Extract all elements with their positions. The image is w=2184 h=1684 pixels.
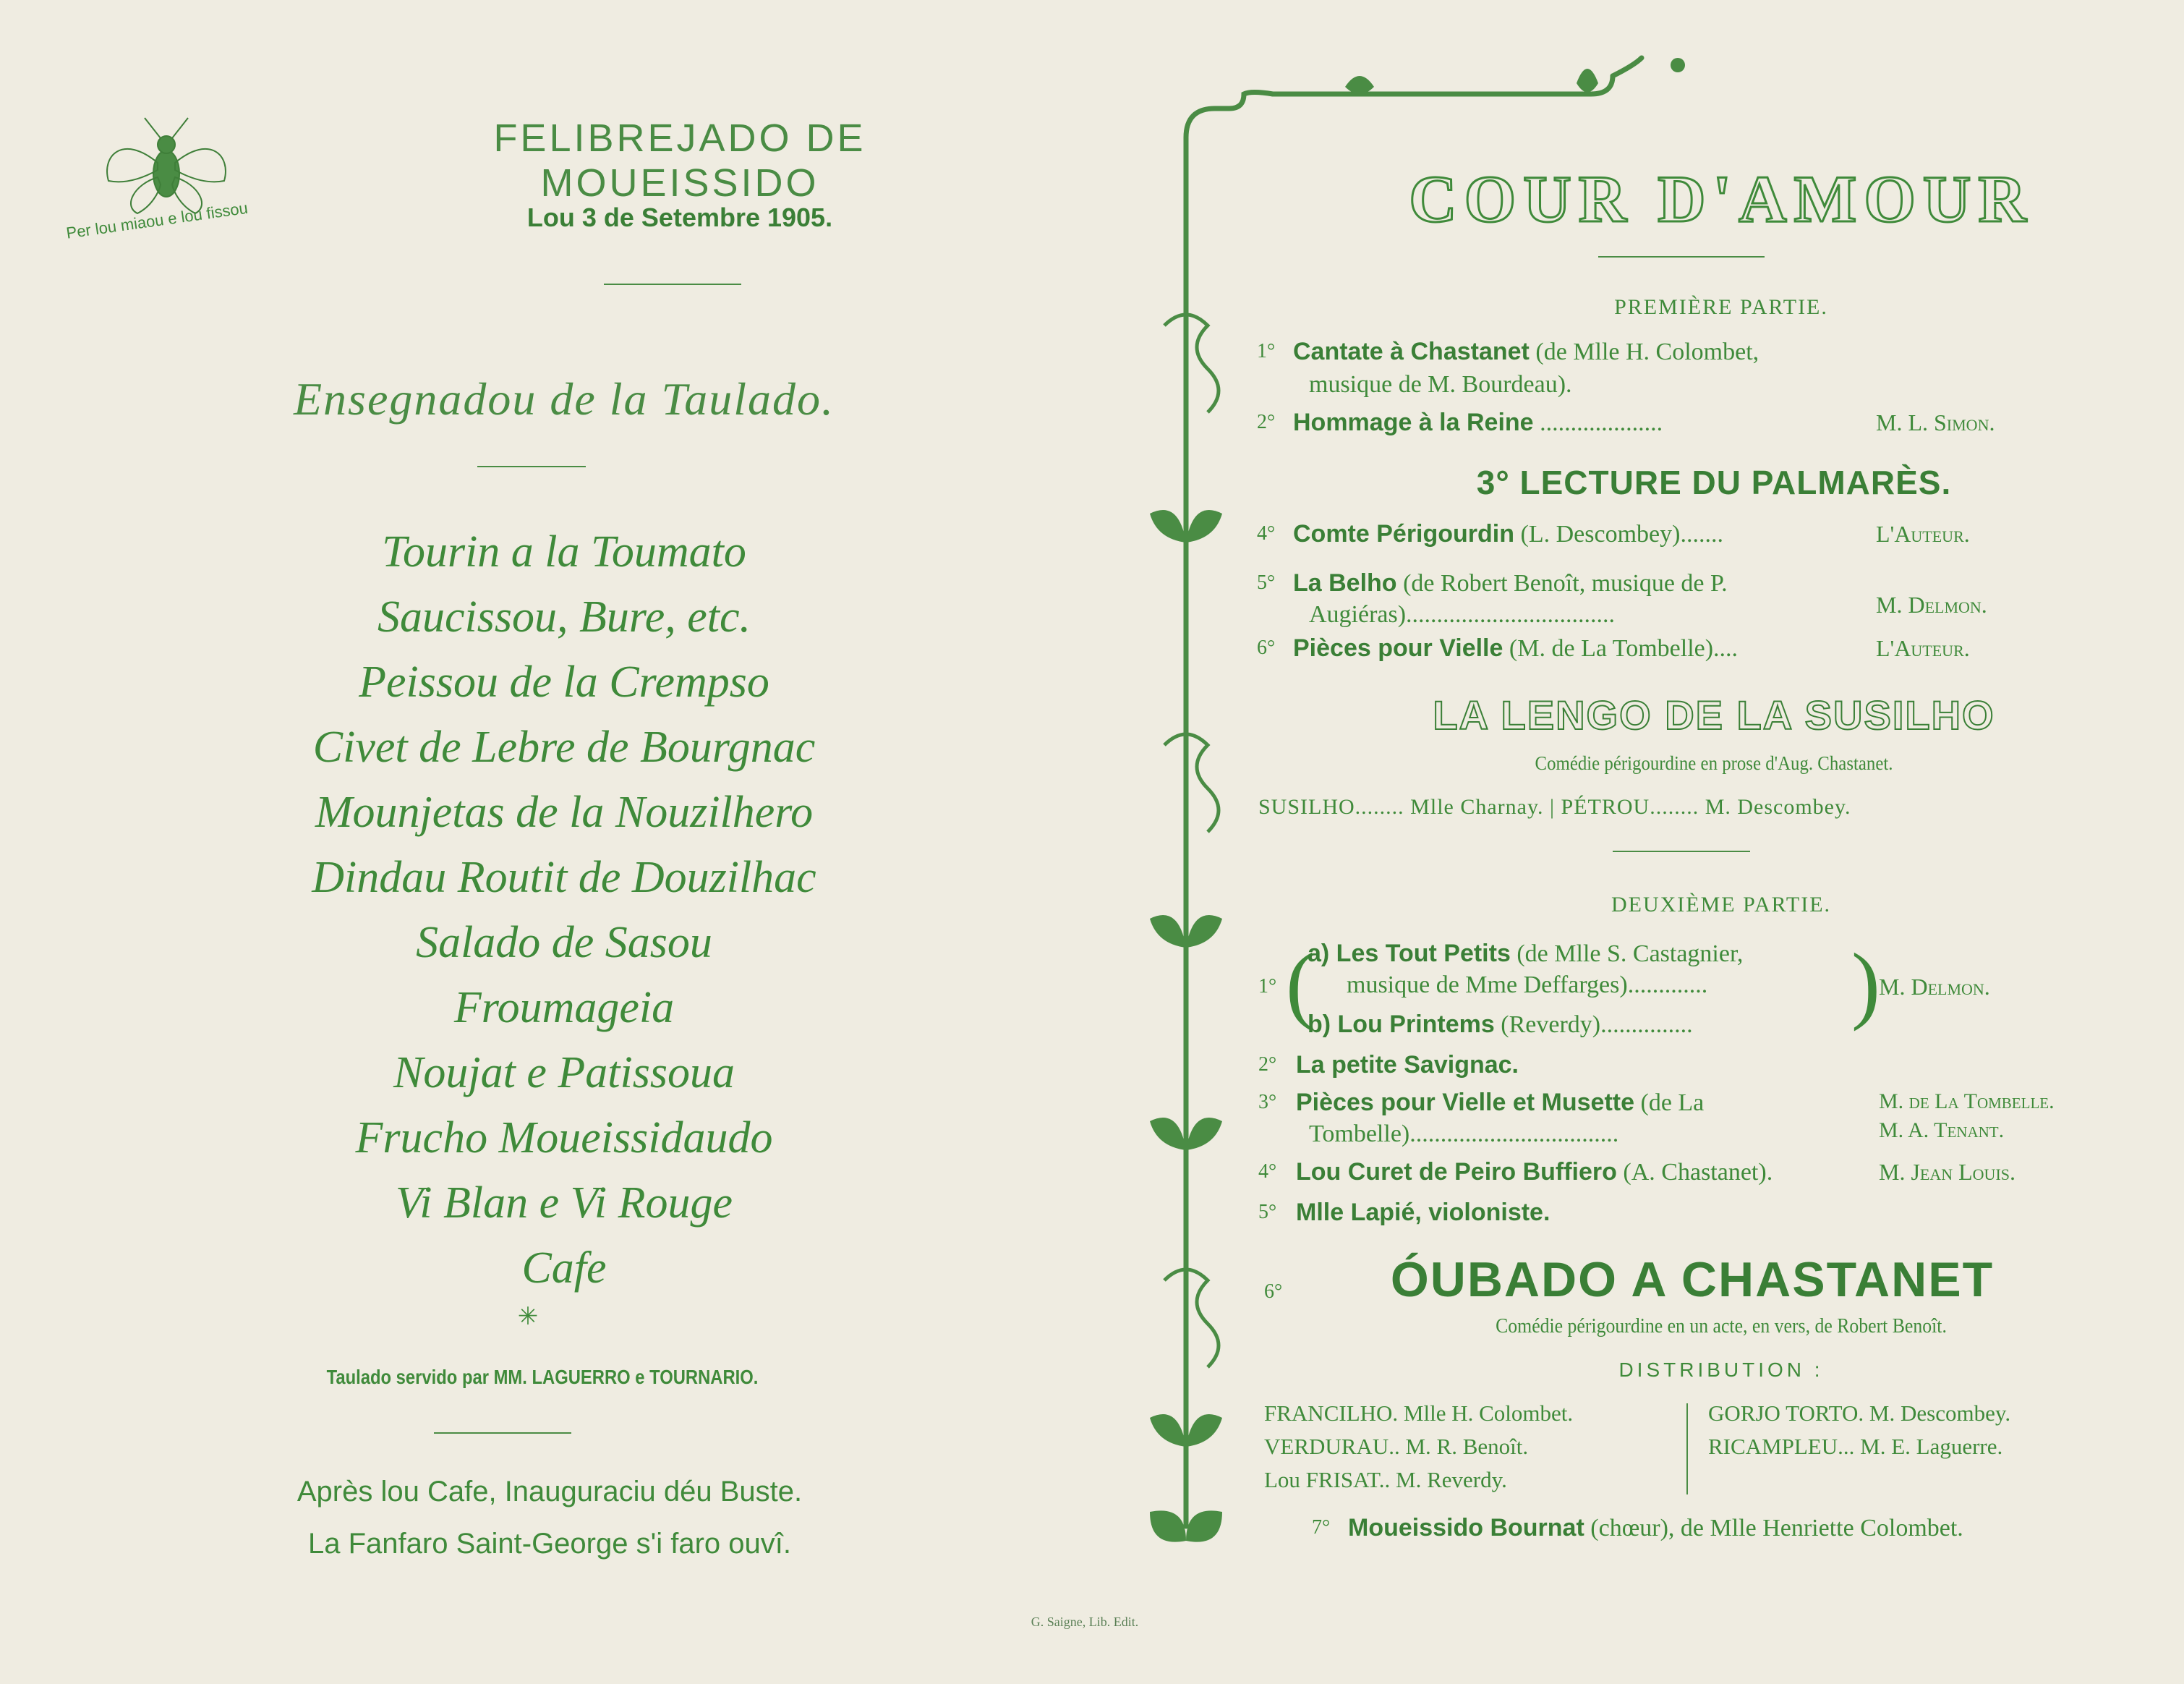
piece-credit: (de Robert Benoît, musique de P.	[1396, 570, 1728, 597]
service-note: Taulado servido par MM. LAGUERRO e TOURNARIO.	[326, 1366, 759, 1388]
menu-item: Saucissou, Bure, etc.	[377, 592, 751, 642]
performer: M. de La Tombelle.	[1879, 1089, 2055, 1113]
after-line-1: Après lou Cafe, Inauguraciu déu Buste.	[297, 1476, 803, 1507]
item-number: 1°	[1257, 340, 1276, 362]
piece-title: Hommage à la Reine	[1293, 409, 1534, 436]
performer: M. Delmon.	[1879, 974, 1990, 1000]
piece-title: La petite Savignac.	[1296, 1051, 1519, 1079]
menu-item: Cafe	[521, 1243, 607, 1293]
piece-title: b) Lou Printems	[1308, 1011, 1495, 1038]
performer: L'Auteur.	[1876, 521, 1970, 547]
menu-heading: Ensegnadou de la Taulado.	[293, 373, 835, 425]
item-number: 5°	[1258, 1201, 1277, 1223]
piece-title: Mlle Lapié, violoniste.	[1296, 1199, 1550, 1226]
item-number: 6°	[1264, 1280, 1283, 1303]
left-brace: (	[1286, 935, 1315, 1032]
piece-title: La Belho	[1293, 569, 1397, 597]
play2-title: ÓUBADO A CHASTANET	[1390, 1252, 1995, 1307]
play1-cast: SUSILHO........ Mlle Charnay. | PÉTROU........ M. Descombey.	[1258, 795, 1851, 819]
menu-item: Mounjetas de la Nouzilhero	[315, 788, 814, 837]
piece-credit: (A. Chastanet).	[1616, 1159, 1773, 1186]
item-number: 4°	[1258, 1160, 1277, 1183]
item-number: 5°	[1257, 571, 1276, 594]
play2-subtitle: Comédie périgourdine en un acte, en vers, de Robert Benoît.	[1496, 1315, 1947, 1338]
piece-title: a) Les Tout Petits	[1308, 940, 1511, 967]
piece-credit: (de Mlle S. Castagnier,	[1510, 940, 1744, 967]
play1-subtitle: Comédie périgourdine en prose d'Aug. Chastanet.	[1535, 752, 1893, 774]
piece-title: Lou Curet de Peiro Buffiero	[1296, 1158, 1617, 1186]
cast-entry: Lou FRISAT.. M. Reverdy.	[1264, 1467, 1507, 1492]
asterism-icon: ✳	[517, 1304, 539, 1330]
menu-item: Tourin a la Toumato	[382, 527, 746, 577]
item-number: 2°	[1258, 1053, 1277, 1076]
divider	[1598, 256, 1765, 258]
piece-credit: (L. Descombey).......	[1514, 521, 1723, 548]
item-number: 3°	[1258, 1091, 1277, 1113]
piece-credit: musique de M. Bourdeau).	[1309, 371, 1572, 398]
menu-item: Vi Blan e Vi Rouge	[396, 1178, 733, 1228]
piece-credit: (Reverdy)...............	[1494, 1011, 1693, 1038]
divider	[1613, 851, 1750, 852]
piece-title: Pièces pour Vielle et Musette	[1296, 1089, 1634, 1116]
right-brace: )	[1851, 935, 1880, 1032]
item-number: 2°	[1257, 411, 1276, 433]
piece-title: Moueissido Bournat	[1348, 1514, 1584, 1541]
menu-item: Froumageia	[453, 983, 675, 1032]
performer: M. A. Tenant.	[1879, 1118, 2005, 1142]
piece-title: Cantate à Chastanet	[1293, 338, 1530, 365]
org-title: FELIBREJADO DE MOUEISSIDO	[493, 116, 866, 205]
item-number: 6°	[1257, 637, 1276, 659]
printer-credit: G. Saigne, Lib. Edit.	[1031, 1615, 1139, 1629]
cast-entry: GORJO TORTO. M. Descombey.	[1708, 1400, 2011, 1426]
menu-item: Frucho Moueissidaudo	[355, 1113, 773, 1162]
piece-credit: (de La	[1634, 1089, 1705, 1116]
performer: M. Jean Louis.	[1879, 1159, 2016, 1185]
item-number: 1°	[1258, 975, 1277, 998]
menu-item: Civet de Lebre de Bourgnac	[312, 723, 816, 772]
part2-heading: DEUXIÈME PARTIE.	[1611, 893, 1832, 917]
menu-item: Noujat e Patissoua	[393, 1048, 735, 1097]
column-separator	[1686, 1403, 1688, 1494]
piece-credit: (M. de La Tombelle)....	[1503, 635, 1739, 662]
cast-entry: VERDURAU.. M. R. Benoît.	[1264, 1434, 1529, 1459]
event-date: Lou 3 de Setembre 1905.	[526, 203, 833, 232]
divider	[604, 284, 741, 285]
performer: M. Delmon.	[1876, 592, 1987, 618]
performer: M. L. Simon.	[1876, 409, 1995, 435]
item-number: 4°	[1257, 522, 1276, 545]
menu-item: Salado de Sasou	[416, 918, 712, 967]
motto: Per lou miaou e lou fissou	[65, 198, 249, 242]
performer: L'Auteur.	[1876, 635, 1970, 661]
main-title: COUR D'AMOUR	[1409, 162, 2034, 236]
piece-credit: musique de Mme Deffarges).............	[1347, 971, 1708, 998]
lecture-heading: 3° LECTURE DU PALMARÈS.	[1476, 464, 1952, 501]
cast-entry: FRANCILHO. Mlle H. Colombet.	[1264, 1400, 1574, 1426]
item-number: 7°	[1312, 1516, 1331, 1539]
piece-title: Comte Périgourdin	[1293, 520, 1515, 548]
divider	[434, 1432, 571, 1434]
after-line-2: La Fanfaro Saint-George s'i faro ouvî.	[308, 1528, 791, 1560]
menu-item: Dindau Routit de Douzilhac	[312, 853, 816, 902]
divider	[477, 466, 586, 467]
menu-item: Peissou de la Crempso	[359, 658, 769, 707]
leader-dots: ....................	[1533, 409, 1663, 436]
cast-entry: RICAMPLEU... M. E. Laguerre.	[1708, 1434, 2003, 1459]
piece-credit: Tombelle)..................................	[1309, 1120, 1619, 1147]
part1-heading: PREMIÈRE PARTIE.	[1614, 295, 1828, 319]
piece-title: Pièces pour Vielle	[1293, 634, 1503, 662]
piece-credit: (chœur), de Mlle Henriette Colombet.	[1584, 1515, 1963, 1541]
piece-credit: (de Mlle H. Colombet,	[1529, 339, 1759, 365]
distribution-label: DISTRIBUTION :	[1618, 1358, 1824, 1381]
play1-title: LA LENGO DE LA SUSILHO	[1433, 692, 1995, 738]
piece-credit: Augiéras)..................................	[1309, 601, 1616, 628]
